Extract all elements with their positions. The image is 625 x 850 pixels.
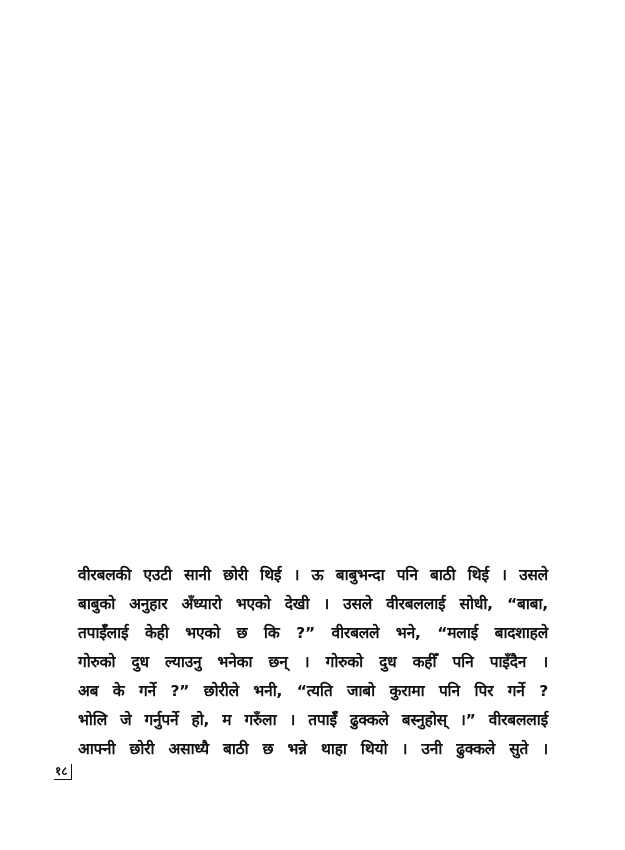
story-paragraph (78, 561, 548, 764)
page-number: १८ (54, 764, 72, 780)
paragraph-line: वीरबलकी एउटी सानी छोरी थिई । ऊ बाबुभन्दा पनि बाठी थिई । उसले (78, 566, 548, 584)
paragraph-line: बाबुको अनुहार अँध्यारो भएको देखी । उसले वीरबललाई सोधी, “बाबा, (78, 595, 548, 613)
paragraph-line: भोलि जे गर्नुपर्ने हो, म गरुँला । तपाईँ ढुक्कले बस्नुहोस् ।” वीरबललाई (78, 711, 548, 729)
paragraph-line: आफ्नी छोरी असाध्यै बाठी छ भन्ने थाहा थियो । उनी ढुक्कले सुते । (78, 740, 548, 758)
paragraph-line: तपाईँलाई केही भएको छ कि ?” वीरबलले भने, “मलाई बादशाहले (78, 624, 548, 642)
paragraph-line: अब के गर्ने ?” छोरीले भनी, “त्यति जाबो कुरामा पनि पिर गर्ने ? (78, 682, 548, 700)
paragraph-line: गोरुको दुध ल्याउनु भनेका छन् । गोरुको दुध कहीँ पनि पाइँदैन । (78, 653, 548, 671)
